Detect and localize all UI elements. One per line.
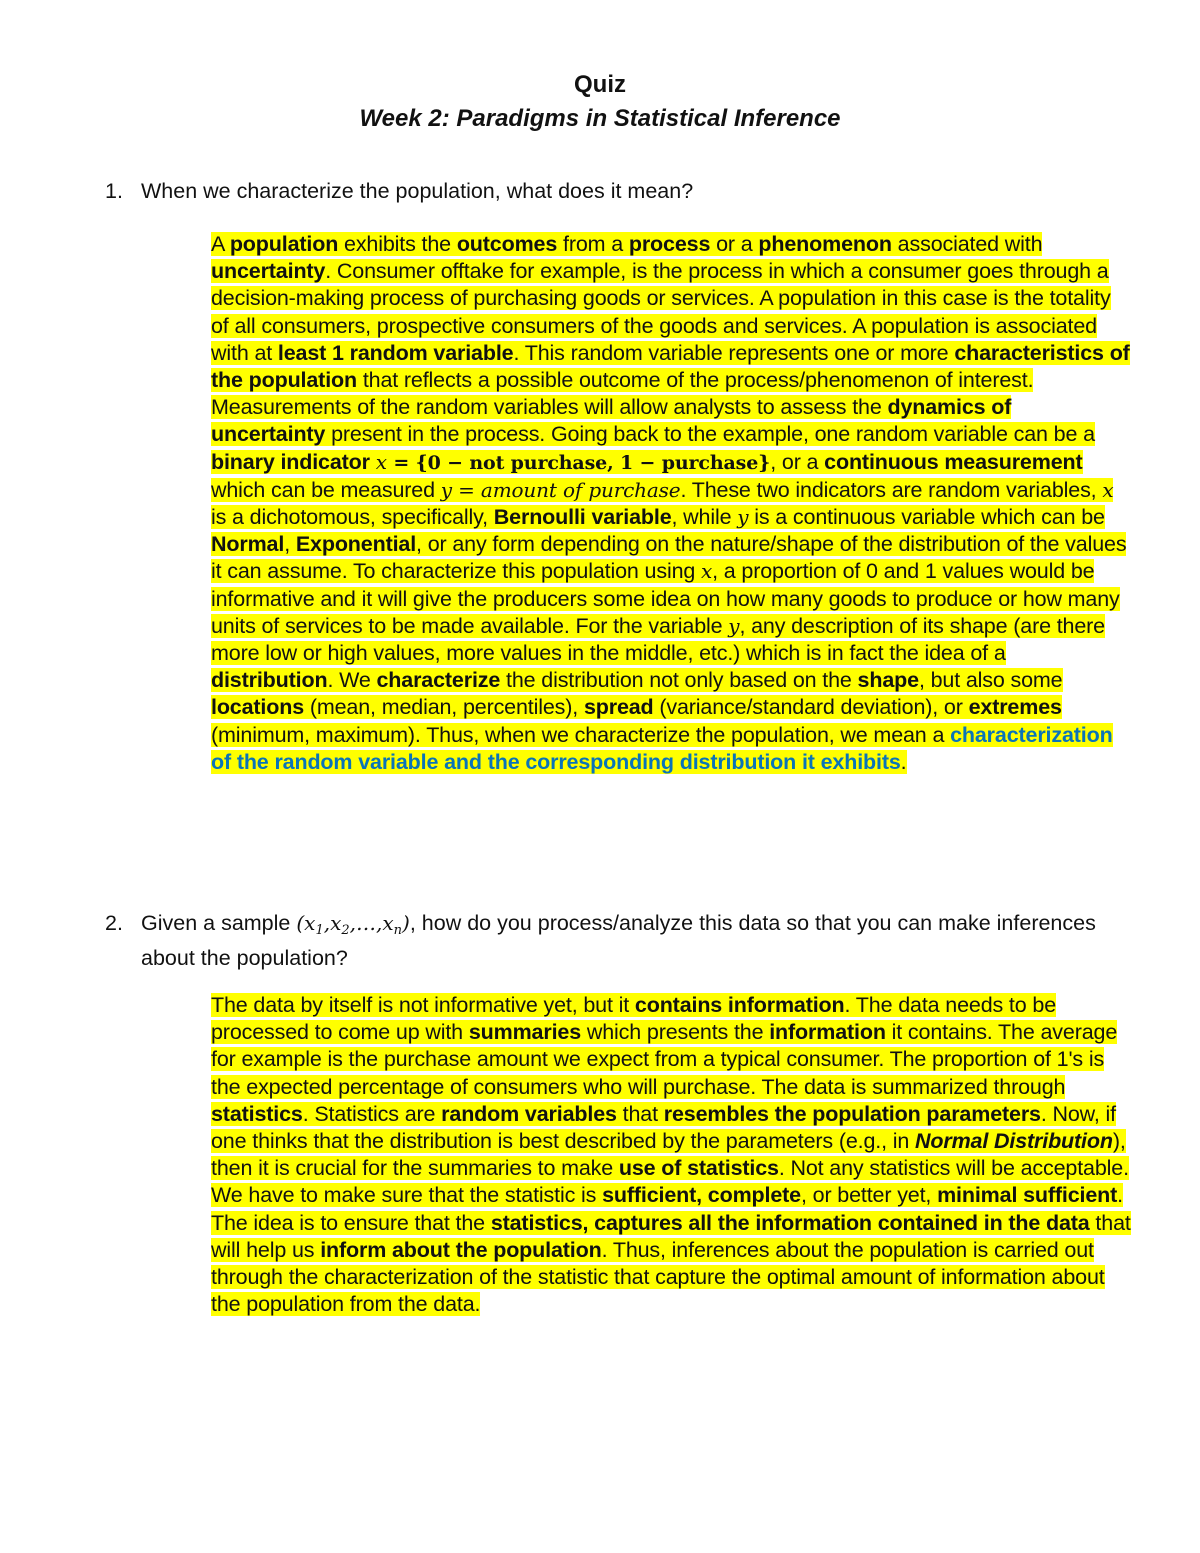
document-title: Quiz [574, 71, 626, 98]
document-subtitle: Week 2: Paradigms in Statistical Inference [359, 105, 841, 132]
math-sample: $(x_1,x_2,\dots,x_n)$ [296, 911, 410, 938]
key-conclusion: characterization of the random variable and the corresponding distribution it exhibits [211, 722, 1113, 774]
answer-1-text: A population exhibits the outcomes from a process or a phenomenon associated with uncertainty. Consumer offtake for example, is the process in which a consumer goes through a decision-making process of purchasing goods or services. A population in this case is the totality of all consumers, prospective consumers of the goods and services. A population is associated with at least 1 random variable. This random variable represents one or more characteristics of the population that reflects a possible outcome of the process/phenomenon of interest. Measurements of the random variables will allow analysts to assess the dynamics of uncertainty present in the process. Going back to the example, one random variable can be a binary indicator x = {0 − not purchase, 1 − purchase}, or a continuous measurement which can be measured y = amount of purchase. These two indicators are random variables, x is a dichotomous, specifically, Bernoulli variable, while y is a continuous variable which can be Normal, Exponential, or any form depending on the nature/shape of the distribution of the values it can assume. To characterize this population using x, a proportion of 0 and 1 values would be informative and it will give the producers some idea on how many goods to produce or how many units of services to be made available. For the variable y, any description of its shape (are there more low or high values, more values in the middle, etc.) which is in fact the idea of a distribution. We characterize the distribution not only based on the shape, but also some locations (mean, median, percentiles), spread (variance/standard deviation), or extremes (minimum, maximum). Thus, when we characterize the population, we mean a characterization of the random variable and the corresponding distribution it exhibits. [211, 232, 1130, 774]
math-binary-set: = {0 − not purchase, 1 − purchase} [386, 451, 771, 474]
question-number: 2. [105, 911, 123, 935]
question-number: 1. [105, 179, 123, 203]
answer-1 [211, 231, 1131, 776]
question-text: Given a sample $(x_1,x_2,\dots,x_n)$, how do you process/analyze this data so that you can make inferences about the population? [141, 911, 1096, 970]
question-1 [105, 178, 1105, 206]
question-text: When we characterize the population, what does it mean? [141, 179, 694, 203]
question-2 [105, 910, 1105, 972]
math-amount: = amount of purchase [451, 477, 681, 502]
answer-2 [211, 992, 1131, 1318]
answer-2-text: The data by itself is not informative yet, but it contains information. The data needs to be processed to come up with summaries which presents the information it contains. The average for example is the purchase amount we expect from a typical consumer. The proportion of 1's is the expected percentage of consumers who will purchase. The data is summarized through statistics. Statistics are random variables that resembles the population parameters. Now, if one thinks that the distribution is best described by the parameters (e.g., in Normal Distribution), then it is crucial for the summaries to make use of statistics. Not any statistics will be acceptable. We have to make sure that the statistic is sufficient, complete, or better yet, minimal sufficient. The idea is to ensure that the statistics, captures all the information contained in the data that will help us inform about the population. Thus, inferences about the population is carried out through the characterization of the statistic that capture the optimal amount of information about the population from the data. [211, 993, 1131, 1317]
math-y: y [440, 477, 452, 502]
math-x: x [375, 449, 387, 474]
